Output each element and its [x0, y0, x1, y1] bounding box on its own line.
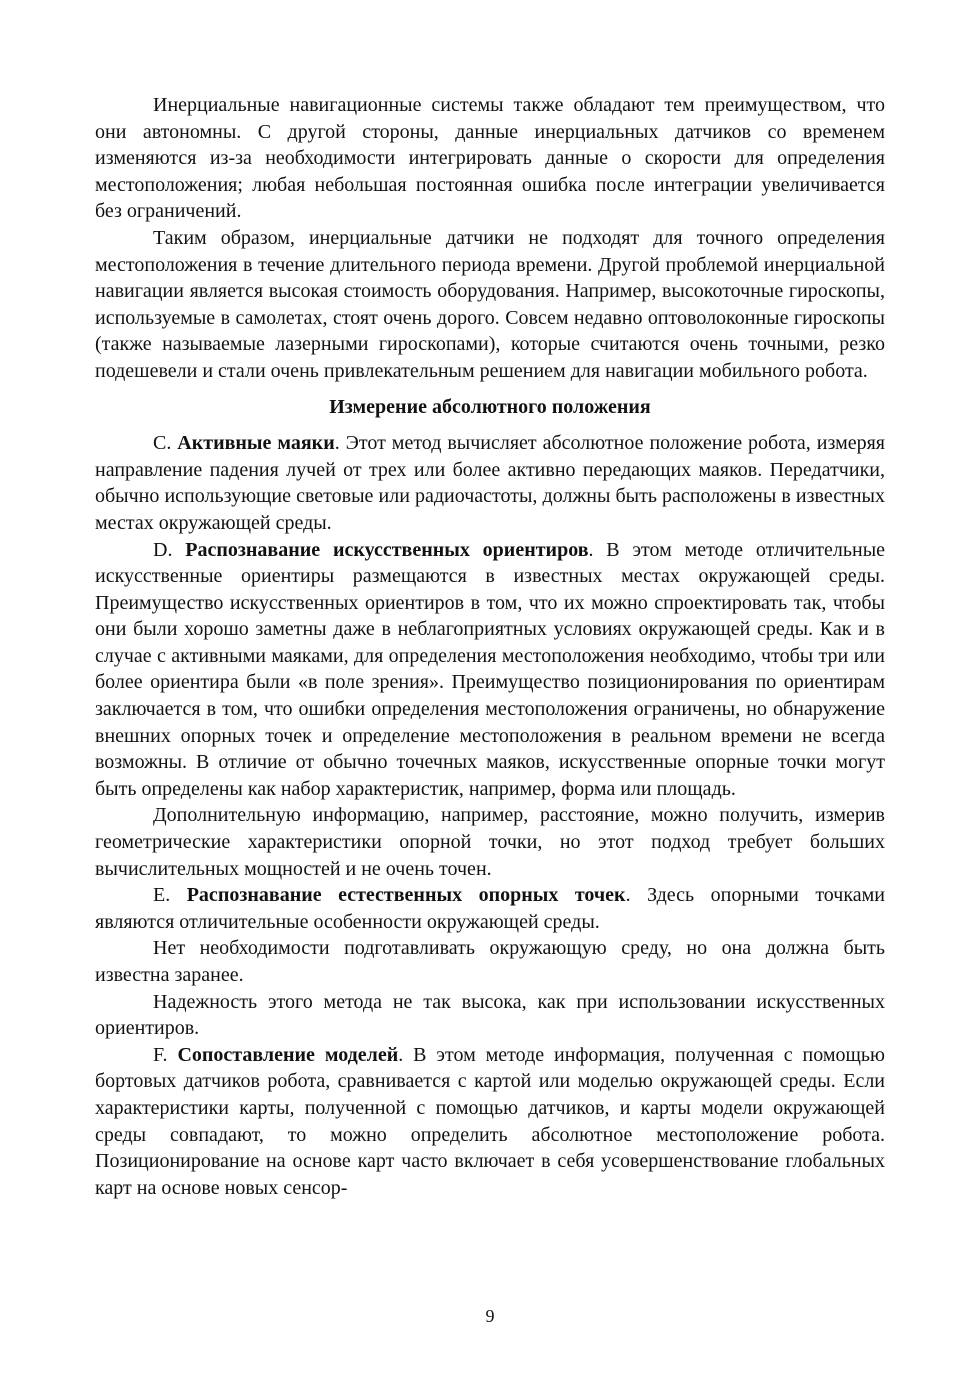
- paragraph-reliability: Надежность этого метода не так высока, как при использовании искусственных ориентиров.: [95, 990, 885, 1040]
- item-text: . В этом методе отличительные искусственные ориентиры размещаются в известных местах окружающей среды. Преимущество искусственных ориентиров в том, что их можно спроектировать так, чтобы они были хорошо заметны даже в неблагоприятных условиях окружающей среды. Как и в случае с активными маяками, для определения местоположения необходимо, чтобы три или более ориентира были «в поле зрения». Преимущество позиционирования по ориентирам заключается в том, что ошибки определения местоположения ограничены, но обнаружение внешних опорных точек и определение местоположения в реальном времени не всегда возможны. В отличие от обычно точечных маяков, искусственные опорные точки могут быть определены как набор характеристик, например, форма или площадь.: [95, 538, 886, 800]
- paragraph-active-beacons: [95, 430, 885, 536]
- page-body: [95, 92, 885, 1201]
- page-number: 9: [485, 1306, 495, 1326]
- paragraph-artificial-landmarks: [95, 537, 885, 803]
- item-letter: C.: [153, 432, 172, 455]
- paragraph-inertial-autonomy: Инерциальные навигационные системы также обладают тем преимуществом, что они автономны. С другой стороны, данные инерциальных датчиков со временем изменяются из-за необходимости интегрировать данные о скорости для определения местоположения; любая небольшая постоянная ошибка после интеграции увеличивается без ограничений.: [95, 94, 885, 223]
- section-heading: Измерение абсолютного положения: [329, 395, 651, 418]
- paragraph-no-preparation: Нет необходимости подготавливать окружающую среду, но она должна быть известна заранее.: [95, 937, 885, 986]
- paragraph-natural-landmarks: [95, 882, 885, 935]
- item-text: . Этот метод вычисляет абсолютное положение робота, измеряя направление падения лучей от трех или более активно передающих маяков. Передатчики, обычно использующие световые или радиочастоты, должны быть расположены в известных местах окружающей среды.: [95, 432, 886, 534]
- item-title: Распознавание искусственных ориентиров: [185, 538, 589, 561]
- item-title: Активные маяки: [177, 432, 335, 455]
- paragraph-inertial-cost: Таким образом, инерциальные датчики не подходят для точного определения местоположения в течение длительного периода времени. Другой проблемой инерциальной навигации является высокая стоимость оборудования. Например, высокоточные гироскопы, используемые в самолетах, стоят очень дорого. Совсем недавно оптоволоконные гироскопы (также называемые лазерными гироскопами), которые считаются очень точными, резко подешевели и стали очень привлекательным решением для навигации мобильного робота.: [95, 226, 885, 382]
- item-title: Распознавание естественных опорных точек: [186, 884, 626, 907]
- item-letter: D.: [153, 538, 173, 561]
- item-letter: E.: [153, 884, 171, 907]
- paragraph-model-matching: [95, 1042, 885, 1202]
- item-text: . В этом методе информация, полученная с помощью бортовых датчиков робота, сравнивается с картой или моделью окружающей среды. Если характеристики карты, полученной с помощью датчиков, и карты модели окружающей среды совпадают, то можно определить абсолютное местоположение робота. Позиционирование на основе карт часто включает в себя усовершенствование глобальных карт на основе новых сенсор-: [95, 1043, 885, 1199]
- paragraph-additional-info: Дополнительную информацию, например, расстояние, можно получить, измерив геометрические характеристики опорной точки, но этот подход требует больших вычислительных мощностей и не очень точен.: [95, 804, 885, 880]
- item-title: Сопоставление моделей: [177, 1043, 399, 1066]
- item-letter: F.: [153, 1043, 168, 1066]
- item-text: . Здесь опорными точками являются отличительные особенности окружающей среды.: [95, 884, 886, 933]
